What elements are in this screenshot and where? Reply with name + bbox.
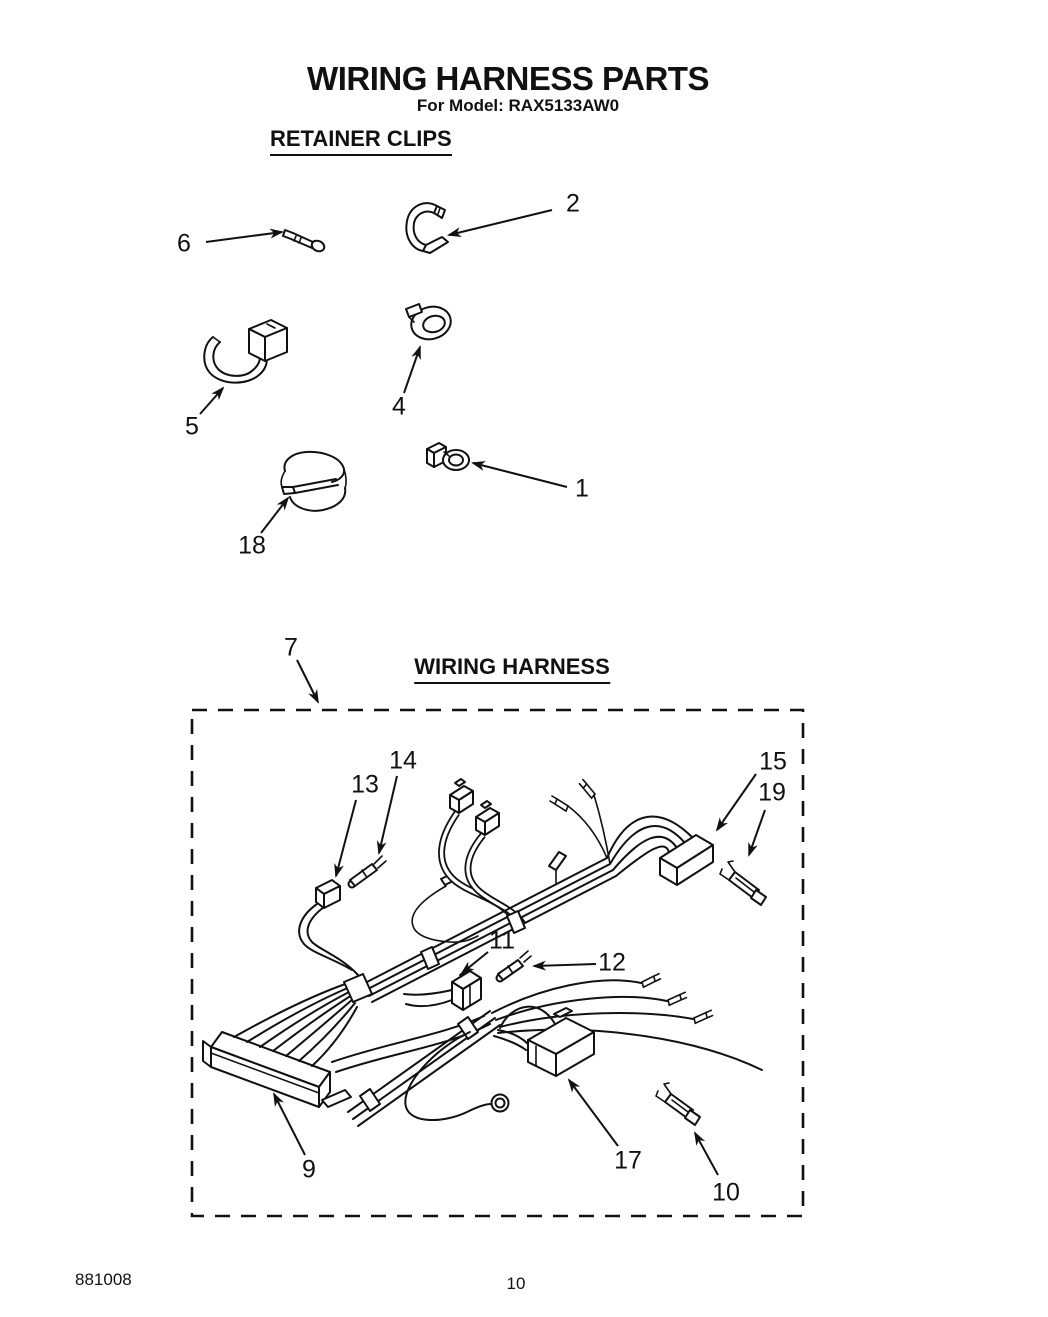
retainer-clips-heading: RETAINER CLIPS (270, 126, 452, 156)
callout-18: 18 (238, 531, 266, 560)
harness-terminal-19 (720, 861, 766, 905)
retainer-clip-art-4 (406, 302, 454, 343)
retainer-clip-art-2 (406, 203, 448, 253)
retainer-clip-art-6 (283, 230, 326, 253)
harness-connector-17 (494, 1007, 594, 1076)
model-line: For Model: RAX5133AW0 (416, 96, 620, 115)
wiring-harness-box (192, 710, 803, 1216)
retainer-clip-art-18 (281, 452, 346, 511)
callout-9: 9 (302, 1155, 316, 1184)
harness-connector-9 (203, 1032, 351, 1107)
callout-4: 4 (392, 392, 406, 421)
callout-19: 19 (758, 778, 786, 807)
callout-11: 11 (489, 926, 515, 955)
harness-connector-15 (607, 817, 713, 885)
callout-6: 6 (177, 229, 191, 258)
callout-5: 5 (185, 412, 199, 441)
callout-7: 7 (284, 633, 298, 662)
callout-17: 17 (614, 1146, 642, 1175)
wiring-harness-art (203, 779, 766, 1126)
harness-terminal-12 (497, 951, 532, 982)
page-title: WIRING HARNESS PARTS (307, 60, 709, 97)
harness-connector-13 (299, 880, 358, 975)
retainer-clip-art-1 (427, 443, 469, 470)
callout-12: 12 (598, 948, 626, 977)
callout-1: 1 (575, 474, 589, 503)
doc-number: 881008 (75, 1270, 132, 1289)
harness-plug-connectors (450, 779, 499, 835)
harness-drop-wire (412, 874, 478, 942)
callout-13: 13 (351, 770, 379, 799)
harness-terminal-10 (656, 1083, 700, 1125)
harness-terminal-14 (349, 856, 387, 888)
callout-15: 15 (759, 747, 787, 776)
retainer-clip-art-5 (204, 320, 287, 383)
callout-10: 10 (712, 1178, 740, 1207)
callout-14: 14 (389, 746, 417, 775)
callout-2: 2 (566, 189, 580, 218)
page-number: 10 (506, 1274, 526, 1293)
wiring-harness-heading: WIRING HARNESS (414, 654, 610, 684)
harness-connector-11 (404, 971, 481, 1010)
